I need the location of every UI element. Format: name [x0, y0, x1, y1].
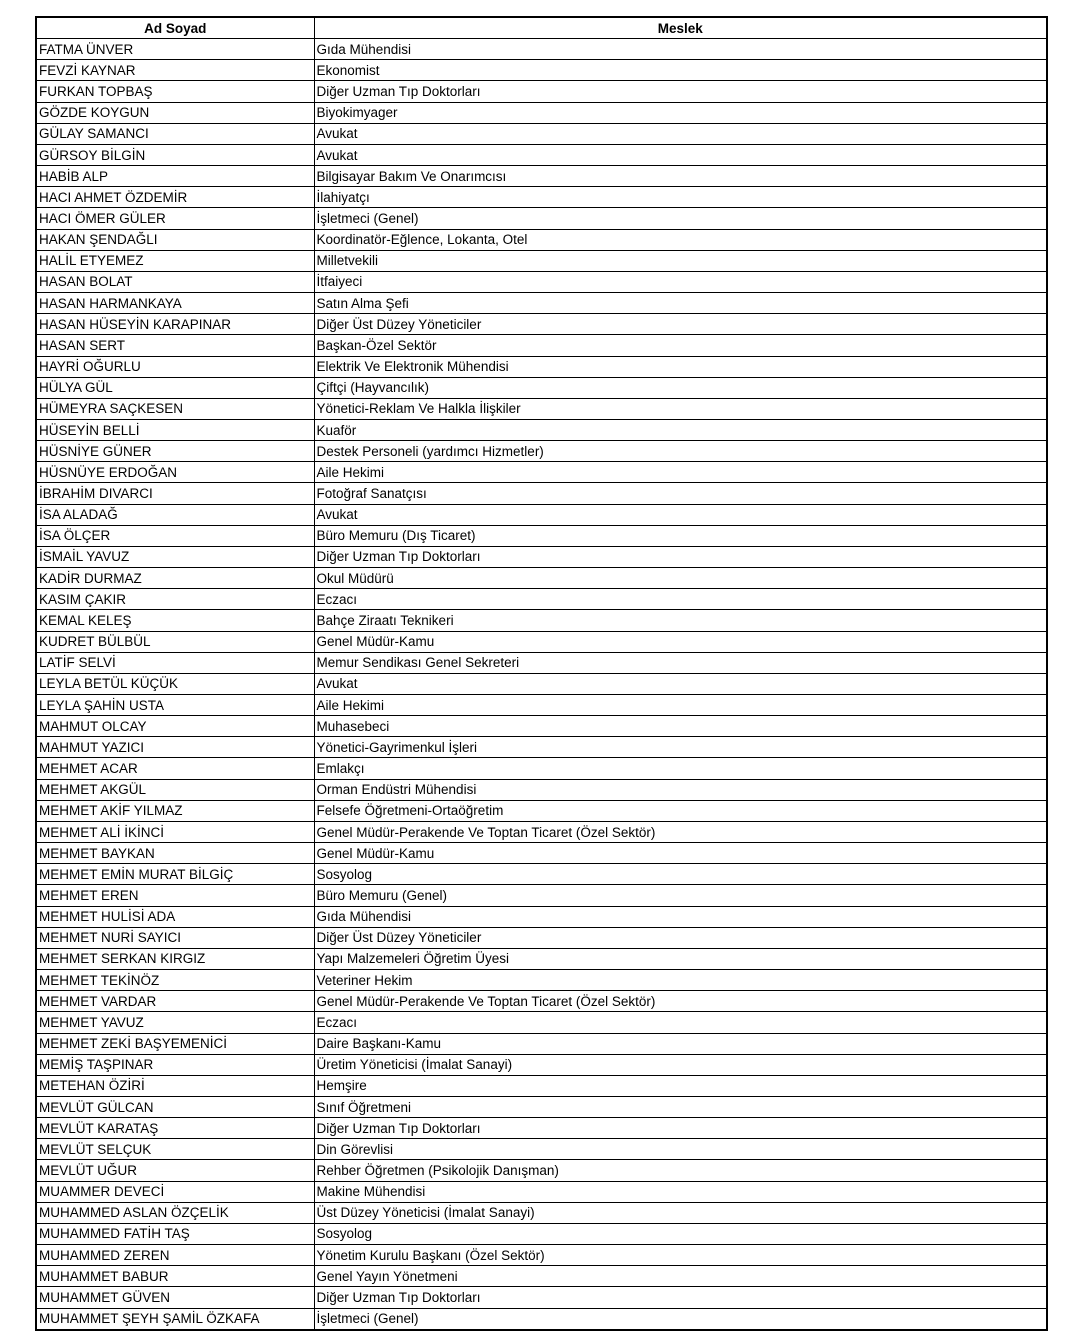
profession-cell: Yapı Malzemeleri Öğretim Üyesi [314, 948, 1047, 969]
table-row [36, 631, 1047, 652]
profession-cell: Başkan-Özel Sektör [314, 335, 1047, 356]
table-row [36, 885, 1047, 906]
profession-cell: Koordinatör-Eğlence, Lokanta, Otel [314, 229, 1047, 250]
profession-cell: Yönetici-Gayrimenkul İşleri [314, 737, 1047, 758]
name-cell: İBRAHİM DIVARCI [36, 483, 314, 504]
name-cell: MEHMET YAVUZ [36, 1012, 314, 1033]
table-row [36, 1245, 1047, 1266]
name-cell: HASAN SERT [36, 335, 314, 356]
table-row [36, 419, 1047, 440]
table-row [36, 271, 1047, 292]
table-row [36, 991, 1047, 1012]
profession-cell: Çiftçi (Hayvancılık) [314, 377, 1047, 398]
table-row [36, 60, 1047, 81]
table-row [36, 187, 1047, 208]
name-cell: LEYLA BETÜL KÜÇÜK [36, 673, 314, 694]
header-row [36, 17, 1047, 39]
profession-cell: Milletvekili [314, 250, 1047, 271]
table-row [36, 102, 1047, 123]
profession-cell: İlahiyatçı [314, 187, 1047, 208]
profession-cell: Veteriner Hekim [314, 970, 1047, 991]
profession-cell: Eczacı [314, 589, 1047, 610]
table-row [36, 948, 1047, 969]
table-row [36, 398, 1047, 419]
name-cell: HÜSEYİN BELLİ [36, 419, 314, 440]
people-table [35, 16, 1048, 1331]
name-cell: KADİR DURMAZ [36, 568, 314, 589]
profession-cell: Hemşire [314, 1075, 1047, 1096]
table-row [36, 1012, 1047, 1033]
table-row [36, 864, 1047, 885]
table-row [36, 1287, 1047, 1308]
profession-cell: Aile Hekimi [314, 462, 1047, 483]
name-cell: MUHAMMET BABUR [36, 1266, 314, 1287]
table-row [36, 673, 1047, 694]
profession-cell: Biyokimyager [314, 102, 1047, 123]
table-row [36, 1139, 1047, 1160]
profession-cell: Yönetim Kurulu Başkanı (Özel Sektör) [314, 1245, 1047, 1266]
header-name: Ad Soyad [36, 17, 314, 39]
name-cell: HALİL ETYEMEZ [36, 250, 314, 271]
profession-cell: Bahçe Ziraatı Teknikeri [314, 610, 1047, 631]
name-cell: MEHMET HULİSİ ADA [36, 906, 314, 927]
name-cell: MEMİŞ TAŞPINAR [36, 1054, 314, 1075]
profession-cell: Büro Memuru (Genel) [314, 885, 1047, 906]
profession-cell: Okul Müdürü [314, 568, 1047, 589]
name-cell: MEHMET ZEKİ BAŞYEMENİCİ [36, 1033, 314, 1054]
table-row [36, 716, 1047, 737]
name-cell: MEHMET VARDAR [36, 991, 314, 1012]
table-row [36, 123, 1047, 144]
table-row [36, 39, 1047, 60]
profession-cell: Yönetici-Reklam Ve Halkla İlişkiler [314, 398, 1047, 419]
profession-cell: Satın Alma Şefi [314, 293, 1047, 314]
table-row [36, 81, 1047, 102]
name-cell: MEHMET EREN [36, 885, 314, 906]
name-cell: GÜRSOY BİLGİN [36, 144, 314, 165]
profession-cell: Genel Yayın Yönetmeni [314, 1266, 1047, 1287]
profession-cell: Sosyolog [314, 1223, 1047, 1244]
table-row [36, 695, 1047, 716]
profession-cell: Bilgisayar Bakım Ve Onarımcısı [314, 166, 1047, 187]
table-row [36, 568, 1047, 589]
name-cell: HABİB ALP [36, 166, 314, 187]
table-row [36, 1181, 1047, 1202]
profession-cell: Ekonomist [314, 60, 1047, 81]
name-cell: İSA ALADAĞ [36, 504, 314, 525]
name-cell: HASAN HÜSEYİN KARAPINAR [36, 314, 314, 335]
table-row [36, 462, 1047, 483]
table-row [36, 356, 1047, 377]
table-row [36, 800, 1047, 821]
name-cell: FEVZİ KAYNAR [36, 60, 314, 81]
profession-cell: Genel Müdür-Kamu [314, 631, 1047, 652]
profession-cell: Din Görevlisi [314, 1139, 1047, 1160]
name-cell: MEHMET ACAR [36, 758, 314, 779]
profession-cell: Genel Müdür-Kamu [314, 843, 1047, 864]
name-cell: HÜLYA GÜL [36, 377, 314, 398]
profession-cell: Muhasebeci [314, 716, 1047, 737]
name-cell: MUHAMMET ŞEYH ŞAMİL ÖZKAFA [36, 1308, 314, 1330]
table-row [36, 779, 1047, 800]
table-row [36, 546, 1047, 567]
table-row [36, 652, 1047, 673]
profession-cell: Diğer Uzman Tıp Doktorları [314, 1118, 1047, 1139]
name-cell: MEVLÜT GÜLCAN [36, 1096, 314, 1117]
name-cell: KASIM ÇAKIR [36, 589, 314, 610]
header-profession: Meslek [314, 17, 1047, 39]
table-row [36, 293, 1047, 314]
name-cell: HÜSNÜYE ERDOĞAN [36, 462, 314, 483]
profession-cell: Diğer Uzman Tıp Doktorları [314, 546, 1047, 567]
profession-cell: Büro Memuru (Dış Ticaret) [314, 525, 1047, 546]
name-cell: MEVLÜT KARATAŞ [36, 1118, 314, 1139]
table-row [36, 737, 1047, 758]
profession-cell: Destek Personeli (yardımcı Hizmetler) [314, 441, 1047, 462]
table-row [36, 589, 1047, 610]
name-cell: İSMAİL YAVUZ [36, 546, 314, 567]
table-row [36, 1075, 1047, 1096]
profession-cell: Rehber Öğretmen (Psikolojik Danışman) [314, 1160, 1047, 1181]
table-row [36, 314, 1047, 335]
table-row [36, 927, 1047, 948]
table-row [36, 335, 1047, 356]
name-cell: METEHAN ÖZİRİ [36, 1075, 314, 1096]
name-cell: MUHAMMED ZEREN [36, 1245, 314, 1266]
profession-cell: Elektrik Ve Elektronik Mühendisi [314, 356, 1047, 377]
name-cell: HÜSNİYE GÜNER [36, 441, 314, 462]
profession-cell: Makine Mühendisi [314, 1181, 1047, 1202]
profession-cell: Avukat [314, 123, 1047, 144]
name-cell: MEHMET TEKİNÖZ [36, 970, 314, 991]
table-row [36, 843, 1047, 864]
profession-cell: Avukat [314, 144, 1047, 165]
profession-cell: Kuaför [314, 419, 1047, 440]
name-cell: KEMAL KELEŞ [36, 610, 314, 631]
profession-cell: Gıda Mühendisi [314, 906, 1047, 927]
table-row [36, 525, 1047, 546]
name-cell: MEVLÜT UĞUR [36, 1160, 314, 1181]
table-row [36, 1160, 1047, 1181]
profession-cell: Diğer Uzman Tıp Doktorları [314, 81, 1047, 102]
name-cell: FURKAN TOPBAŞ [36, 81, 314, 102]
name-cell: MEHMET AKİF YILMAZ [36, 800, 314, 821]
profession-cell: Gıda Mühendisi [314, 39, 1047, 60]
name-cell: FATMA ÜNVER [36, 39, 314, 60]
profession-cell: Genel Müdür-Perakende Ve Toptan Ticaret (Özel Sektör) [314, 991, 1047, 1012]
table-row [36, 1266, 1047, 1287]
profession-cell: Emlakçı [314, 758, 1047, 779]
name-cell: MEHMET EMİN MURAT BİLGİÇ [36, 864, 314, 885]
profession-cell: Diğer Üst Düzey Yöneticiler [314, 927, 1047, 948]
profession-cell: Avukat [314, 504, 1047, 525]
name-cell: MUAMMER DEVECİ [36, 1181, 314, 1202]
name-cell: GÖZDE KOYGUN [36, 102, 314, 123]
profession-cell: Memur Sendikası Genel Sekreteri [314, 652, 1047, 673]
profession-cell: Üretim Yöneticisi (İmalat Sanayi) [314, 1054, 1047, 1075]
name-cell: HACI AHMET ÖZDEMİR [36, 187, 314, 208]
profession-cell: Üst Düzey Yöneticisi (İmalat Sanayi) [314, 1202, 1047, 1223]
profession-cell: İtfaiyeci [314, 271, 1047, 292]
name-cell: HÜMEYRA SAÇKESEN [36, 398, 314, 419]
name-cell: HAYRİ OĞURLU [36, 356, 314, 377]
profession-cell: Diğer Uzman Tıp Doktorları [314, 1287, 1047, 1308]
name-cell: MAHMUT OLCAY [36, 716, 314, 737]
name-cell: MEHMET BAYKAN [36, 843, 314, 864]
table-row [36, 250, 1047, 271]
table-row [36, 229, 1047, 250]
name-cell: MUHAMMET GÜVEN [36, 1287, 314, 1308]
name-cell: MAHMUT YAZICI [36, 737, 314, 758]
name-cell: GÜLAY SAMANCI [36, 123, 314, 144]
profession-cell: Sınıf Öğretmeni [314, 1096, 1047, 1117]
name-cell: LEYLA ŞAHİN USTA [36, 695, 314, 716]
profession-cell: Sosyolog [314, 864, 1047, 885]
table-row [36, 166, 1047, 187]
name-cell: KUDRET BÜLBÜL [36, 631, 314, 652]
name-cell: HASAN HARMANKAYA [36, 293, 314, 314]
profession-cell: Aile Hekimi [314, 695, 1047, 716]
table-row [36, 1308, 1047, 1330]
table-row [36, 1202, 1047, 1223]
table-row [36, 1223, 1047, 1244]
profession-cell: İşletmeci (Genel) [314, 208, 1047, 229]
name-cell: MEHMET AKGÜL [36, 779, 314, 800]
name-cell: MEHMET ALİ İKİNCİ [36, 821, 314, 842]
profession-cell: Eczacı [314, 1012, 1047, 1033]
name-cell: MUHAMMED ASLAN ÖZÇELİK [36, 1202, 314, 1223]
table-row [36, 970, 1047, 991]
name-cell: İSA ÖLÇER [36, 525, 314, 546]
table-row [36, 1033, 1047, 1054]
name-cell: HASAN BOLAT [36, 271, 314, 292]
profession-cell: Orman Endüstri Mühendisi [314, 779, 1047, 800]
table-row [36, 504, 1047, 525]
table-row [36, 906, 1047, 927]
profession-cell: Avukat [314, 673, 1047, 694]
table-row [36, 144, 1047, 165]
name-cell: MEVLÜT SELÇUK [36, 1139, 314, 1160]
name-cell: MUHAMMED FATİH TAŞ [36, 1223, 314, 1244]
table-row [36, 758, 1047, 779]
name-cell: LATİF SELVİ [36, 652, 314, 673]
name-cell: HACI ÖMER GÜLER [36, 208, 314, 229]
profession-cell: Felsefe Öğretmeni-Ortaöğretim [314, 800, 1047, 821]
table-row [36, 1054, 1047, 1075]
name-cell: MEHMET NURİ SAYICI [36, 927, 314, 948]
table-row [36, 1118, 1047, 1139]
table-row [36, 821, 1047, 842]
name-cell: MEHMET SERKAN KIRGIZ [36, 948, 314, 969]
table-row [36, 610, 1047, 631]
table-row [36, 208, 1047, 229]
table-row [36, 441, 1047, 462]
profession-cell: Genel Müdür-Perakende Ve Toptan Ticaret (Özel Sektör) [314, 821, 1047, 842]
name-cell: HAKAN ŞENDAĞLI [36, 229, 314, 250]
profession-cell: Daire Başkanı-Kamu [314, 1033, 1047, 1054]
table-row [36, 1096, 1047, 1117]
table-row [36, 483, 1047, 504]
profession-cell: Fotoğraf Sanatçısı [314, 483, 1047, 504]
profession-cell: Diğer Üst Düzey Yöneticiler [314, 314, 1047, 335]
profession-cell: İşletmeci (Genel) [314, 1308, 1047, 1330]
table-row [36, 377, 1047, 398]
